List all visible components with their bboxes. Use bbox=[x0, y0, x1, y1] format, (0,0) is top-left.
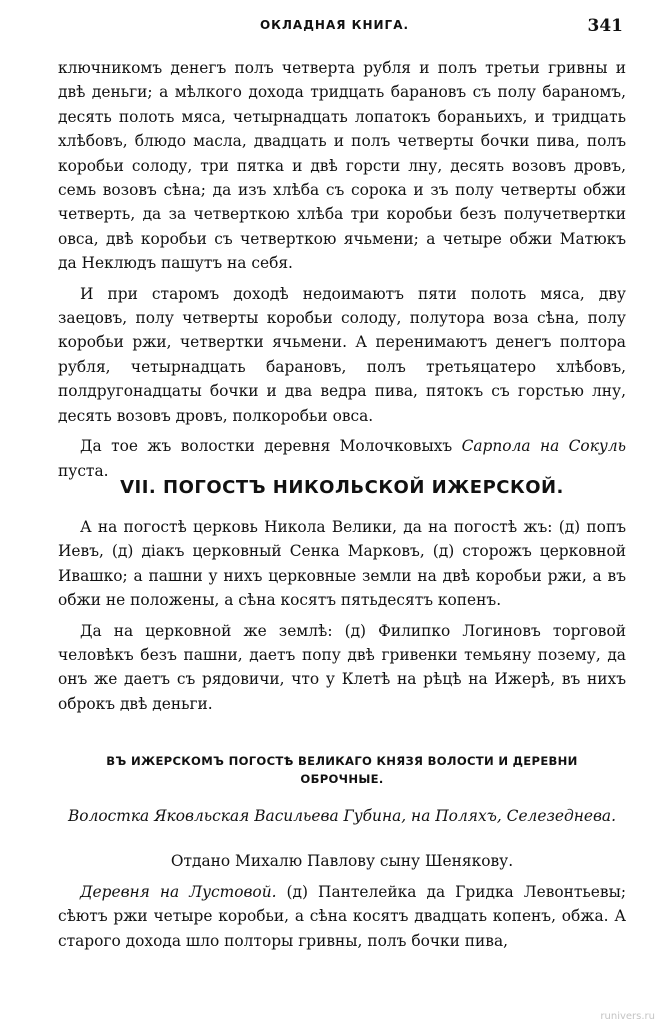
allotment-line: Отдано Михалю Павлову сыну Шенякову. bbox=[170, 852, 514, 870]
paragraph-2: И при старомъ доходѣ недоимаютъ пяти полоть мяса, дву заецовъ, полу четверты коробьи солоду, полутора воза сѣна, полу коробьи ржи, четвертки ячьмени. А перенимаютъ денегъ полтора рубля, четырнадцать барановъ, полъ третьяцатеро хлѣбовъ, полдругонадцаты бочки и два ведра пива, пятокъ съ горстью лну, десять возовъ дровъ, полкоробьи овса. bbox=[58, 284, 626, 425]
page-number: 341 bbox=[587, 16, 623, 36]
running-title: ОКЛАДНАЯ КНИГА. bbox=[259, 18, 410, 32]
paragraph-1: ключникомъ денегъ полъ четверта рубля и полъ третьи гривны и двѣ деньги; а мѣлкого дохода тридцать барановъ съ полу бараномъ, десять полоть мяса, четырнадцать лопатокъ бораньихъ, и тридцать хлѣбовъ, блюдо масла, двадцать и полъ четверты бочки пива, полъ коробьи солоду, три пятка и двѣ горсти лну, десять возовъ дровъ, семь возовъ сѣна; да изъ хлѣба съ сорока и зъ полу четверты обжи четверть, да за четверткою хлѣба три коробьи безъ получетвертки овса, двѣ коробьи съ четверткою ячьмени; а четыре обжи Матюкъ да Неклюдъ пашутъ на себя. bbox=[58, 59, 626, 273]
paragraph-7 bbox=[58, 880, 626, 953]
paragraph-3 bbox=[58, 434, 626, 483]
paragraph-3-start: Да тое жъ волостки деревня Молочковыхъ bbox=[80, 437, 462, 456]
section-heading: VII. ПОГОСТЪ НИКОЛЬСКОЙ ИЖЕРСКОЙ. bbox=[120, 477, 564, 498]
text-block-middle bbox=[58, 515, 626, 716]
page-header bbox=[40, 18, 629, 42]
paragraph-3-end: пуста. bbox=[58, 461, 109, 480]
subheading bbox=[58, 752, 626, 788]
paragraph-7-rest: (д) Пантелейка да Гридка Левонтьевы; сѣютъ ржи четыре коробьи, а сѣна косятъ двадцать копенъ, обжа. А старого дохода шло полторы гривны, полъ бочки пива, bbox=[58, 883, 627, 950]
subheading-line-1: ВЪ ИЖЕРСКОМЪ ПОГОСТѢ ВЕЛИКАГО КНЯЗЯ ВОЛОСТИ И ДЕРЕВНИ bbox=[106, 754, 578, 768]
paragraph-7-italic: Деревня на Лустовой. bbox=[80, 883, 277, 901]
paragraph-4: А на погостѣ церковь Никола Велики, да на погостѣ жъ: (д) попъ Иевъ, (д) дiакъ церковный Сенка Марковъ, (д) сторожъ церковной Ивашко; а пашни у нихъ церковные земли на двѣ коробьи ржи, а въ обжи не положены, а сѣна косятъ пятьдесятъ копенъ. bbox=[58, 518, 626, 610]
text-block-bottom bbox=[58, 880, 626, 953]
volost-line: Волостка Яковльская Васильева Губина, на Поляхъ, Селезеднева. bbox=[68, 807, 616, 825]
paragraph-3-italic: Сарпола на Сокуль bbox=[461, 437, 626, 456]
subheading-line-2: ОБРОЧНЫЕ. bbox=[300, 772, 384, 786]
text-block-top bbox=[58, 56, 626, 483]
watermark: runivers.ru bbox=[600, 1011, 655, 1022]
paragraph-5: Да на церковной же землѣ: (д) Филипко Логиновъ торговой человѣкъ безъ пашни, даетъ попу двѣ гривенки темьяну позему, да онъ же даетъ съ рядовичи, что у Клетѣ на рѣцѣ на Ижерѣ, въ нихъ оброкъ двѣ деньги. bbox=[58, 621, 626, 713]
